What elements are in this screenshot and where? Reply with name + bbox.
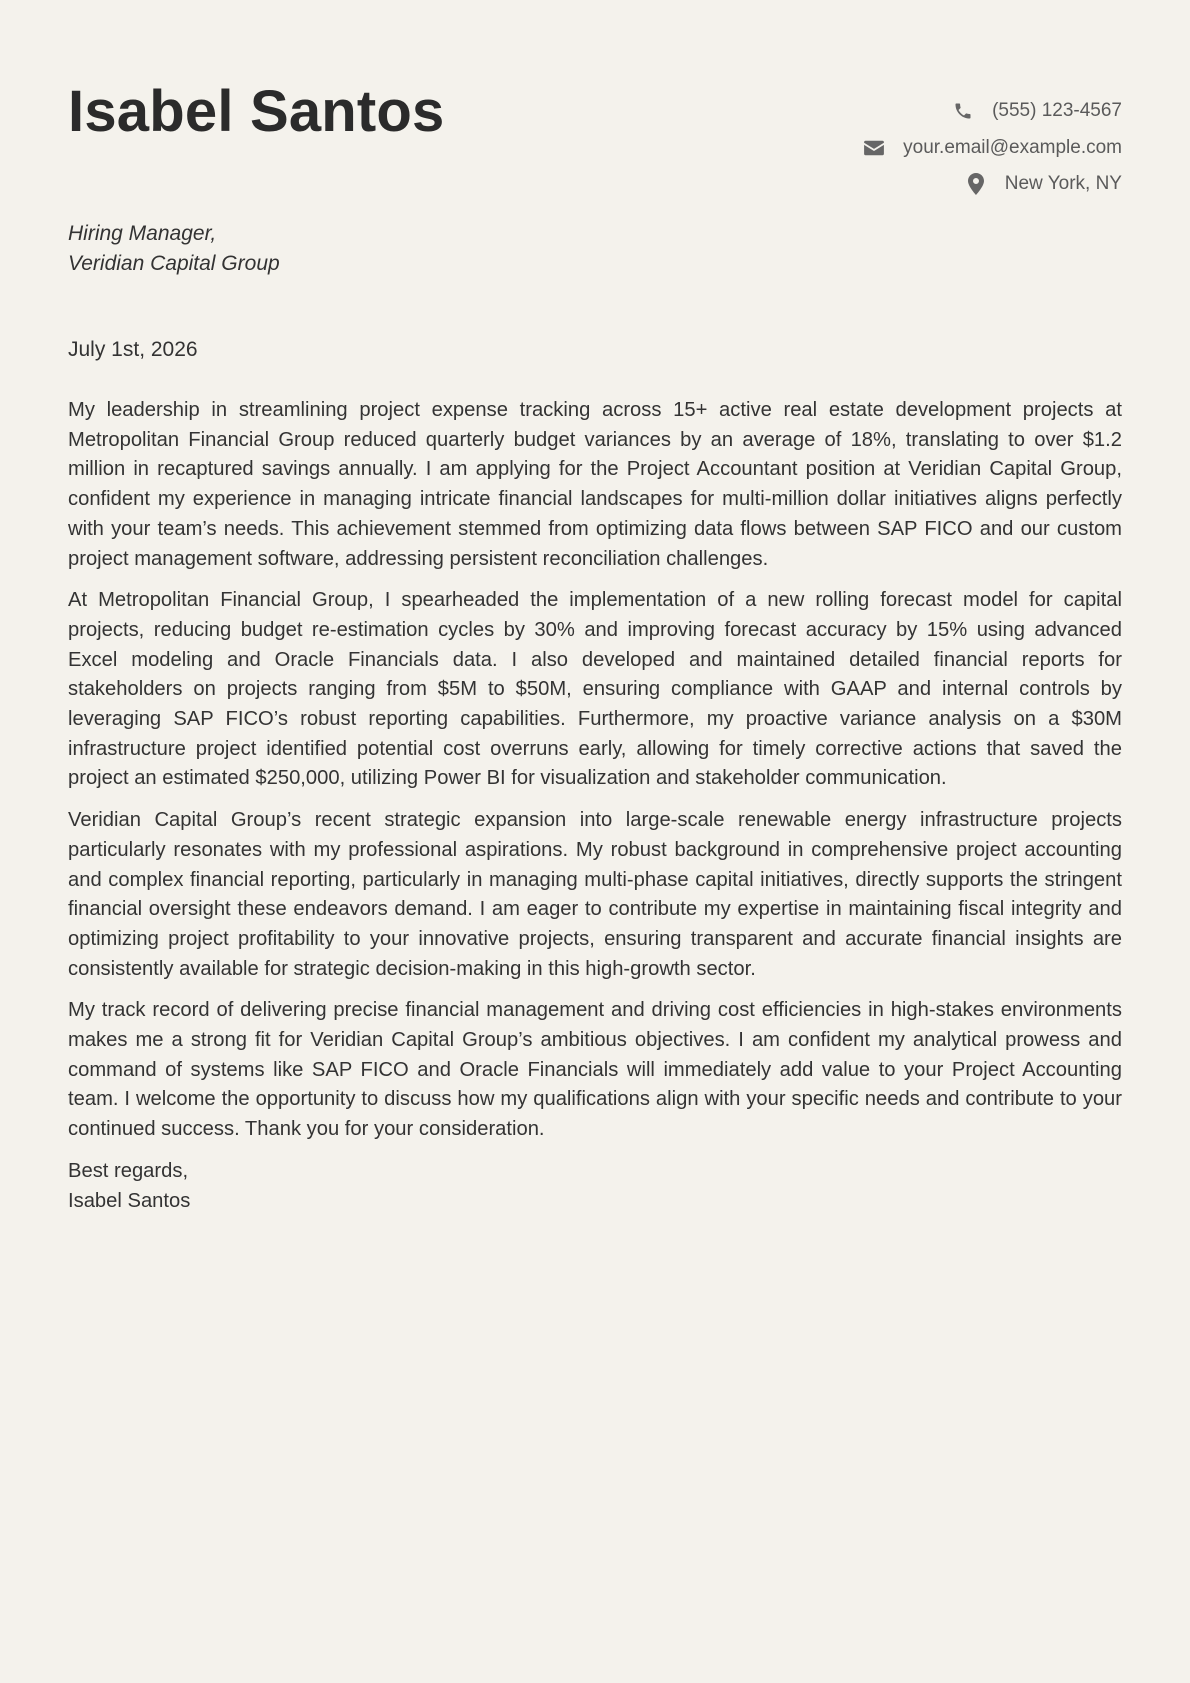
letter-body xyxy=(68,396,1122,1216)
body-paragraph: My track record of delivering precise financial management and driving cost efficiencies in high-stakes environments makes me a strong fit for Veridian Capital Group’s ambitious objectives. I am confident my analytical prowess and command of systems like SAP FICO and Oracle Financials will immediately add value to your Project Accounting team. I welcome the opportunity to discuss how my qualifications align with your specific needs and contribute to your continued success. Thank you for your consideration. xyxy=(68,999,1122,1141)
recipient-block xyxy=(68,219,280,279)
email-text: your.email@example.com xyxy=(903,136,1122,158)
letter-header xyxy=(68,0,1122,200)
map-pin-icon xyxy=(965,173,987,195)
body-paragraph: Veridian Capital Group’s recent strategic expansion into large-scale renewable energy infrastructure projects particularly resonates with my professional aspirations. My robust background in comprehensive project accounting and complex financial reporting, particularly in managing multi-phase capital initiatives, directly supports the stringent financial oversight these endeavors demand. I am eager to contribute my expertise in maintaining fiscal integrity and optimizing project profitability to your innovative projects, ensuring transparent and accurate financial insights are consistently available for strategic decision-making in this high-growth sector. xyxy=(68,809,1122,980)
phone-text: (555) 123-4567 xyxy=(992,100,1122,122)
closing-block xyxy=(68,1157,1122,1216)
body-paragraph: My leadership in streamlining project expense tracking across 15+ active real estate development projects at Metropolitan Financial Group reduced quarterly budget variances by an average of 18%, translating to over $1.2 million in recaptured savings annually. I am applying for the Project Accountant position at Veridian Capital Group, confident my experience in managing intricate financial landscapes for multi-million dollar initiatives aligns perfectly with your team’s needs. This achievement stemmed from optimizing data flows between SAP FICO and our custom project management software, addressing persistent reconciliation challenges. xyxy=(68,399,1122,570)
envelope-icon xyxy=(863,137,885,159)
contact-phone xyxy=(863,93,1122,130)
contact-email xyxy=(863,130,1122,167)
letter-date: July 1st, 2026 xyxy=(68,338,198,361)
phone-icon xyxy=(952,100,974,122)
applicant-name: Isabel Santos xyxy=(68,79,445,144)
contact-list xyxy=(863,93,1122,203)
recipient-company: Veridian Capital Group xyxy=(68,252,280,275)
cover-letter-page xyxy=(68,0,1122,1683)
body-paragraph: At Metropolitan Financial Group, I spearheaded the implementation of a new rolling forecast model for capital projects, reducing budget re-estimation cycles by 30% and improving forecast accuracy by 15% using advanced Excel modeling and Oracle Financials data. I also developed and maintained detailed financial reports for stakeholders on projects ranging from $5M to $50M, ensuring compliance with GAAP and internal controls by leveraging SAP FICO’s robust reporting capabilities. Furthermore, my proactive variance analysis on a $30M infrastructure project identified potential cost overruns early, allowing for timely corrective actions that saved the project an estimated $250,000, utilizing Power BI for visualization and stakeholder communication. xyxy=(68,589,1122,790)
closing-signature: Isabel Santos xyxy=(68,1189,191,1212)
closing-salutation: Best regards, xyxy=(68,1159,189,1182)
location-text: New York, NY xyxy=(1004,173,1122,195)
contact-location xyxy=(863,166,1122,203)
recipient-title: Hiring Manager, xyxy=(68,222,217,245)
